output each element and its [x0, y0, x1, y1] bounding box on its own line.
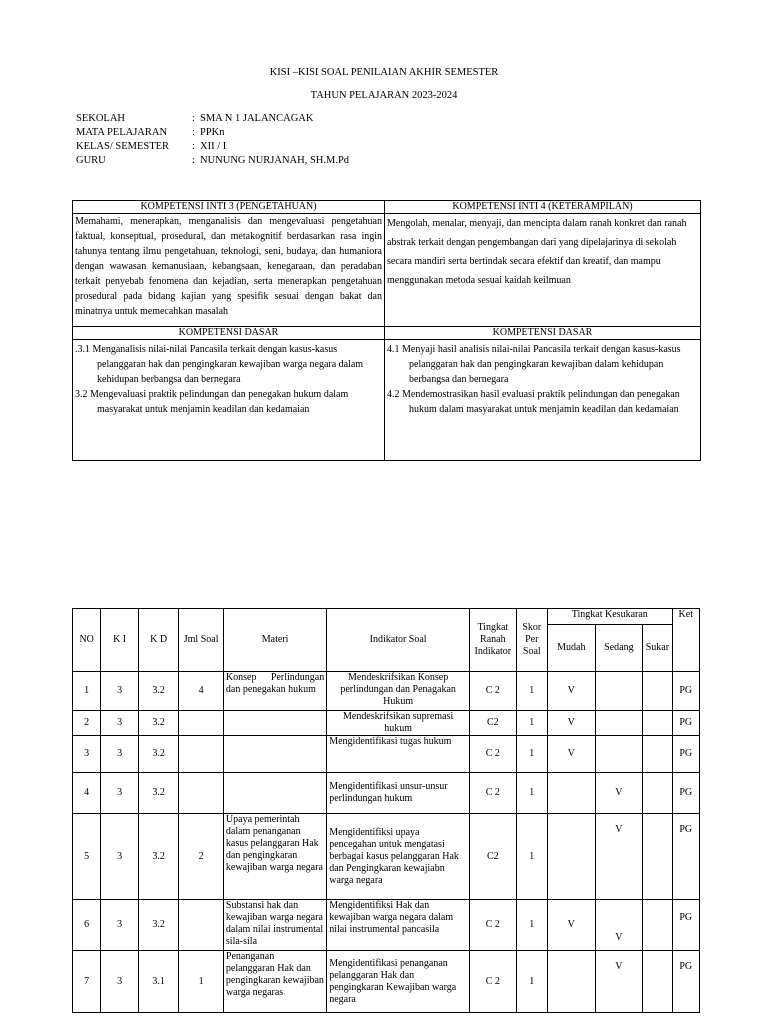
cell-ket: PG: [672, 773, 699, 814]
kd4-header: KOMPETENSI DASAR: [385, 327, 701, 340]
cell-sukar: [643, 773, 672, 814]
cell-no: 7: [73, 951, 101, 1013]
ki4-text: Mengolah, menalar, menyaji, dan mencipta dalam ranah konkret dan ranah abstrak terkait dengan pengembangan dari yang dipelajarinya di sekolah secara mandiri serta bertindak secara efektif dan kreatif, dan mampu menggunakan metoda sesuai kaidah keilmuan: [385, 214, 701, 327]
cell-skor: 1: [516, 951, 547, 1013]
table-row: [73, 672, 700, 711]
cell-no: 5: [73, 814, 101, 900]
cell-materi: [223, 736, 326, 773]
table-row: [73, 814, 700, 900]
cell-kd: 3.2: [138, 736, 179, 773]
table-row: [73, 900, 700, 951]
cell-sedang: V: [595, 773, 643, 814]
header-ket: Ket: [672, 609, 699, 672]
table-row: [73, 773, 700, 814]
cell-jml: [179, 711, 224, 736]
cell-sedang: V: [595, 951, 643, 1013]
cell-ranah: C 2: [470, 672, 517, 711]
cell-sedang: V: [595, 814, 643, 900]
cell-materi: Konsep Perlindungan dan penegakan hukum: [223, 672, 326, 711]
header-no: NO: [73, 609, 101, 672]
kd4-item: 4.1 Menyaji hasil analisis nilai-nilai Pancasila terkait dengan kasus-kasus pelanggaran hak dan pengingkaran kewajiban dalam kehidupan berbangsa dan bernegara: [387, 344, 681, 385]
info-label: SEKOLAH: [76, 113, 125, 124]
cell-sukar: [643, 814, 672, 900]
info-colon: :: [192, 155, 195, 166]
cell-no: 4: [73, 773, 101, 814]
cell-ki: 3: [101, 773, 138, 814]
kd4-item: 4.2 Mendemostrasikan hasil evaluasi praktik pelindungan dan penegakan hukum dalam masyarakat untuk menjamin keadilan dan kedamaian: [387, 389, 680, 415]
header-materi: Materi: [223, 609, 326, 672]
cell-sedang: [595, 736, 643, 773]
document-year: TAHUN PELAJARAN 2023-2024: [310, 90, 458, 101]
cell-ranah: C2: [470, 711, 517, 736]
cell-no: 6: [73, 900, 101, 951]
cell-ranah: C 2: [470, 900, 517, 951]
cell-materi: [223, 773, 326, 814]
cell-mudah: V: [548, 672, 596, 711]
cell-kd: 3.1: [138, 951, 179, 1013]
cell-sukar: [643, 951, 672, 1013]
document-title: KISI –KISI SOAL PENILAIAN AKHIR SEMESTER: [269, 67, 499, 78]
cell-ki: 3: [101, 672, 138, 711]
cell-sukar: [643, 711, 672, 736]
cell-ki: 3: [101, 814, 138, 900]
ki3-header: KOMPETENSI INTI 3 (PENGETAHUAN): [73, 201, 385, 214]
cell-materi: Penanganan pelanggaran Hak dan pengingkaran kewajiban warga negaras: [223, 951, 326, 1013]
kd3-header: KOMPETENSI DASAR: [73, 327, 385, 340]
info-colon: :: [192, 113, 195, 124]
ki3-text: Memahami, menerapkan, menganalisis dan mengevaluasi pengetahuan faktual, konseptual, prosedural, dan metakognitif berdasarkan rasa ingin tahunya tentang ilmu pengetahuan, teknologi, seni, budaya, dan humaniora dengan wawasan kemanusiaan, kebangsaan, kenegaraan, dan peradaban terkait penyebab fenomena dan kejadian, serta menerapkan pengetahuan prosedural pada bidang kajian yang spesifik sesuai dengan bakat dan minatnya untuk memecahkan masalah: [73, 214, 385, 327]
cell-indikator: Mengidentifikasi tugas hukum: [327, 736, 470, 773]
info-label: MATA PELAJARAN: [76, 127, 168, 138]
cell-ket: PG: [672, 900, 699, 951]
cell-ranah: C 2: [470, 951, 517, 1013]
cell-skor: 1: [516, 773, 547, 814]
kd4-list: [385, 340, 701, 461]
info-label: GURU: [76, 155, 106, 166]
header-kesukaran: Tingkat Kesukaran: [548, 609, 673, 625]
cell-mudah: V: [548, 736, 596, 773]
cell-jml: [179, 773, 224, 814]
kd3-list: [73, 340, 385, 461]
cell-ket: PG: [672, 951, 699, 1013]
kd3-item: .3.1 Menganalisis nilai-nilai Pancasila terkait dengan kasus-kasus pelanggaran hak dan pengingkaran kewajiban warga negara dalam kehidupan berbangsa dan bernegara: [75, 344, 364, 385]
cell-jml: [179, 736, 224, 773]
cell-materi: Upaya pemerintah dalam penanganan kasus pelanggaran Hak dan pengingkaran kewajiban warga negara: [223, 814, 326, 900]
table-row: [73, 951, 700, 1013]
cell-no: 2: [73, 711, 101, 736]
cell-kd: 3.2: [138, 773, 179, 814]
cell-jml: 1: [179, 951, 224, 1013]
cell-mudah: [548, 773, 596, 814]
header-kd: K D: [138, 609, 179, 672]
kompetensi-table: [72, 200, 701, 461]
header-jml-soal: Jml Soal: [179, 609, 224, 672]
cell-sedang: [595, 672, 643, 711]
cell-skor: 1: [516, 814, 547, 900]
info-colon: :: [192, 127, 195, 138]
cell-sedang: [595, 711, 643, 736]
header-indikator: Indikator Soal: [327, 609, 470, 672]
cell-jml: 4: [179, 672, 224, 711]
cell-mudah: [548, 951, 596, 1013]
info-value: XII / I: [200, 141, 227, 152]
cell-kd: 3.2: [138, 814, 179, 900]
header-sedang: Sedang: [595, 625, 643, 672]
cell-no: 1: [73, 672, 101, 711]
table-row: [73, 736, 700, 773]
cell-ranah: C2: [470, 814, 517, 900]
cell-ket: PG: [672, 736, 699, 773]
cell-materi: Substansi hak dan kewajiban warga negara dalam nilai instrumental sila-sila: [223, 900, 326, 951]
info-label: KELAS/ SEMESTER: [76, 141, 170, 152]
cell-skor: 1: [516, 711, 547, 736]
header-mudah: Mudah: [548, 625, 596, 672]
header-skor: Skor Per Soal: [516, 609, 547, 672]
cell-indikator: Mengidentifiksi Hak dan kewajiban warga negara dalam nilai instrumental pancasila: [327, 900, 470, 951]
cell-ket: PG: [672, 814, 699, 900]
cell-ki: 3: [101, 736, 138, 773]
header-ki: K I: [101, 609, 138, 672]
info-value: NUNUNG NURJANAH, SH.M.Pd: [200, 155, 350, 166]
cell-kd: 3.2: [138, 672, 179, 711]
kisi-table: [72, 608, 700, 1013]
cell-mudah: [548, 814, 596, 900]
kd3-item: 3.2 Mengevaluasi praktik pelindungan dan penegakan hukum dalam masyarakat untuk menjamin keadilan dan kedamaian: [75, 389, 349, 415]
cell-no: 3: [73, 736, 101, 773]
cell-materi: [223, 711, 326, 736]
cell-indikator: Mendeskrifsikan supremasi hukum: [327, 711, 470, 736]
cell-skor: 1: [516, 900, 547, 951]
cell-kd: 3.2: [138, 900, 179, 951]
cell-sukar: [643, 736, 672, 773]
cell-indikator: Mendeskrifsikan Konsep perlindungan dan Penagakan Hukum: [327, 672, 470, 711]
header-ranah: Tingkat Ranah Indikator: [470, 609, 517, 672]
cell-ket: PG: [672, 711, 699, 736]
cell-jml: [179, 900, 224, 951]
cell-indikator: Mengidentifikasi penanganan pelanggaran Hak dan pengingkaran Kewajiban warga negara: [327, 951, 470, 1013]
ki4-header: KOMPETENSI INTI 4 (KETERAMPILAN): [385, 201, 701, 214]
cell-ket: PG: [672, 672, 699, 711]
cell-jml: 2: [179, 814, 224, 900]
info-value: PPKn: [200, 127, 225, 138]
cell-ki: 3: [101, 900, 138, 951]
cell-sukar: [643, 672, 672, 711]
table-row: [73, 711, 700, 736]
cell-sedang: V: [595, 900, 643, 951]
cell-sukar: [643, 900, 672, 951]
cell-indikator: Mengidentifiksi upaya pencegahan untuk mengatasi berbagai kasus pelanggaran Hak dan Pengingkaran kewajiabn warga negara: [327, 814, 470, 900]
cell-kd: 3.2: [138, 711, 179, 736]
cell-mudah: V: [548, 711, 596, 736]
cell-skor: 1: [516, 736, 547, 773]
cell-ki: 3: [101, 951, 138, 1013]
info-colon: :: [192, 141, 195, 152]
cell-ranah: C 2: [470, 736, 517, 773]
cell-indikator: Mengidentifikasi unsur-unsur perlindungan hukum: [327, 773, 470, 814]
header-sukar: Sukar: [643, 625, 672, 672]
info-value: SMA N 1 JALANCAGAK: [200, 113, 314, 124]
cell-skor: 1: [516, 672, 547, 711]
cell-mudah: V: [548, 900, 596, 951]
cell-ranah: C 2: [470, 773, 517, 814]
cell-ki: 3: [101, 711, 138, 736]
